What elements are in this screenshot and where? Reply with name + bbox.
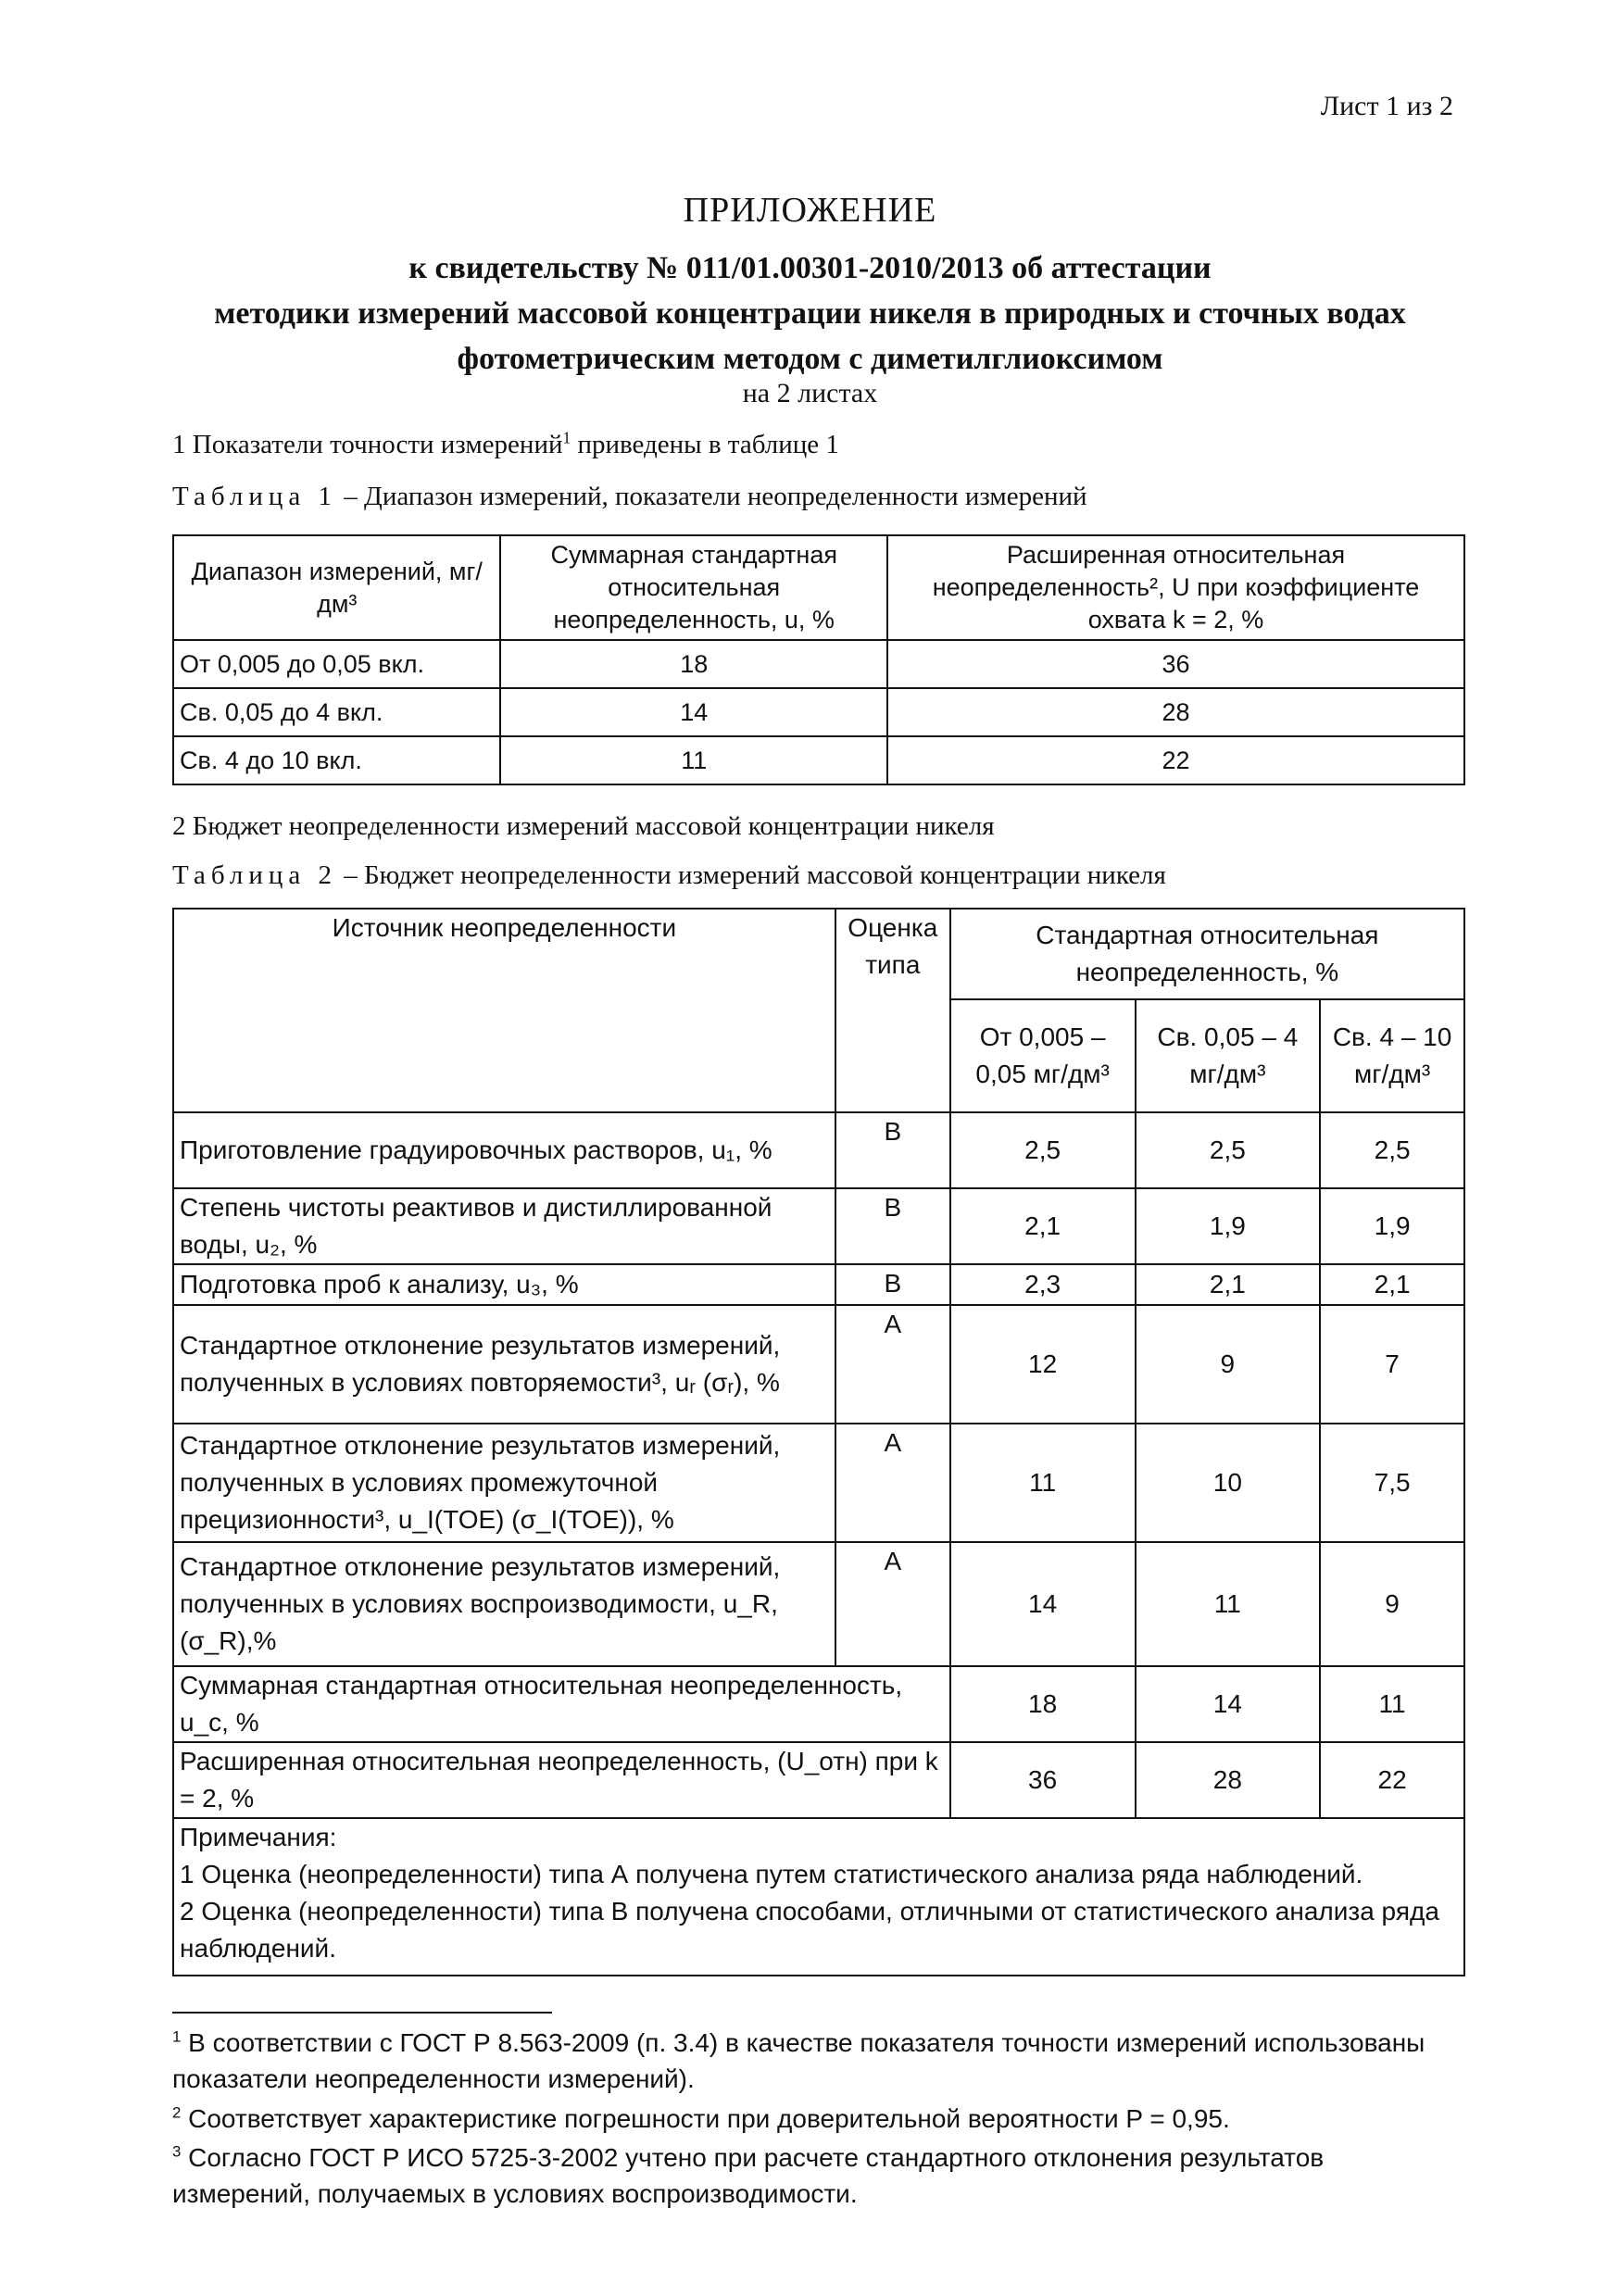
table-row <box>173 1424 1464 1542</box>
subheader-cell: Св. 0,05 – 4 мг/дм³ <box>1136 999 1321 1112</box>
source-cell: Стандартное отклонение результатов измерений, полученных в условиях промежуточной прецизионности³, u_I(TOE) (σ_I(TOE)), % <box>173 1424 835 1542</box>
subheader-cell: От 0,005 – 0,05 мг/дм³ <box>950 999 1136 1112</box>
source-cell: Приготовление градуировочных растворов, u₁, % <box>173 1112 835 1188</box>
summary-label-cell: Суммарная стандартная относительная неопределенность, u_c, % <box>173 1666 950 1742</box>
value-cell: 14 <box>950 1542 1136 1666</box>
value-cell: 36 <box>950 1742 1136 1818</box>
note-item: 1 Оценка (неопределенности) типа А получена путем статистического анализа ряда наблюдений. <box>180 1860 1363 1888</box>
type-cell: A <box>835 1305 950 1424</box>
footnote-mark: 2 <box>172 2103 182 2122</box>
table-cell: 28 <box>887 688 1464 736</box>
footnote-text: Согласно ГОСТ Р ИСО 5725-3-2002 учтено при расчете стандартного отклонения результатов измерений, получаемых в условиях воспроизводимости. <box>172 2143 1325 2208</box>
table-cell: 11 <box>500 736 887 784</box>
caption-prefix: Таблица 2 <box>172 860 338 890</box>
caption-text: – Бюджет неопределенности измерений массовой концентрации никеля <box>337 860 1166 890</box>
type-cell: A <box>835 1542 950 1666</box>
table-row <box>173 1112 1464 1188</box>
value-cell: 2,1 <box>950 1188 1136 1264</box>
table-header-row <box>173 909 1464 999</box>
note-item: 2 Оценка (неопределенности) типа В получена способами, отличными от статистического анализа ряда наблюдений. <box>180 1897 1439 1963</box>
subheader-cell: Св. 4 – 10 мг/дм³ <box>1320 999 1464 1112</box>
footnote-text: В соответствии с ГОСТ Р 8.563-2009 (п. 3.4) в качестве показателя точности измерений использованы показатели неопределенности измерений). <box>172 2028 1425 2093</box>
page-title: ПРИЛОЖЕНИЕ <box>683 191 937 230</box>
footnote <box>172 2139 1465 2212</box>
table-cell: От 0,005 до 0,05 вкл. <box>173 640 500 688</box>
table-cell: Св. 4 до 10 вкл. <box>173 736 500 784</box>
footnote-text: Соответствует характеристике погрешности при доверительной вероятности P = 0,95. <box>188 2104 1230 2133</box>
footnote-mark: 3 <box>172 2142 182 2161</box>
value-cell: 22 <box>1320 1742 1464 1818</box>
table-row <box>173 640 1464 688</box>
section-2-heading: 2 Бюджет неопределенности измерений массовой концентрации никеля <box>172 811 995 841</box>
sheets-note: на 2 листах <box>742 378 878 408</box>
notes-cell <box>173 1818 1464 1976</box>
value-cell: 11 <box>1320 1666 1464 1742</box>
table-cell: 36 <box>887 640 1464 688</box>
value-cell: 2,5 <box>1136 1112 1321 1188</box>
header-cell: Суммарная стандартная относительная неопределенность, u, % <box>500 535 887 640</box>
table-row <box>173 1264 1464 1305</box>
value-cell: 12 <box>950 1305 1136 1424</box>
value-cell: 18 <box>950 1666 1136 1742</box>
value-cell: 9 <box>1320 1542 1464 1666</box>
value-cell: 10 <box>1136 1424 1321 1542</box>
header-cell: Диапазон измерений, мг/дм³ <box>173 535 500 640</box>
subtitle-line: методики измерений массовой концентрации никеля в природных и сточных водах <box>214 296 1406 331</box>
type-cell: B <box>835 1188 950 1264</box>
table-2 <box>172 908 1465 1976</box>
summary-row <box>173 1666 1464 1742</box>
summary-row <box>173 1742 1464 1818</box>
header-cell: Источник неопределенности <box>173 909 835 1112</box>
caption-prefix: Таблица 1 <box>172 482 338 511</box>
sheet-label: Лист 1 из 2 <box>1320 91 1453 121</box>
header-group-cell: Стандартная относительная неопределенность, % <box>950 909 1464 999</box>
value-cell: 2,1 <box>1320 1264 1464 1305</box>
table-row <box>173 736 1464 784</box>
table-header-row <box>173 535 1464 640</box>
table-row <box>173 1305 1464 1424</box>
value-cell: 11 <box>950 1424 1136 1542</box>
header-cell: Расширенная относительная неопределенность², U при коэффициенте охвата k = 2, % <box>887 535 1464 640</box>
table-row <box>173 1542 1464 1666</box>
section-1-text: 1 Показатели точности измерений <box>172 430 563 459</box>
footnote-ref: 1 <box>562 428 571 447</box>
value-cell: 2,1 <box>1136 1264 1321 1305</box>
section-1-heading <box>172 430 839 460</box>
table-cell: 14 <box>500 688 887 736</box>
value-cell: 2,5 <box>1320 1112 1464 1188</box>
table-2-caption <box>172 860 1166 891</box>
type-cell: B <box>835 1112 950 1188</box>
source-cell: Степень чистоты реактивов и дистиллированной воды, u₂, % <box>173 1188 835 1264</box>
section-1-tail: приведены в таблице 1 <box>571 430 839 459</box>
source-cell: Подготовка проб к анализу, u₃, % <box>173 1264 835 1305</box>
notes-row <box>173 1818 1464 1976</box>
footnote <box>172 2025 1465 2097</box>
table-row <box>173 688 1464 736</box>
footnote <box>172 2101 1465 2137</box>
table-cell: 22 <box>887 736 1464 784</box>
value-cell: 2,5 <box>950 1112 1136 1188</box>
notes-heading: Примечания: <box>180 1823 337 1851</box>
value-cell: 28 <box>1136 1742 1321 1818</box>
source-cell: Стандартное отклонение результатов измерений, полученных в условиях воспроизводимости, u_R, (σ_R),% <box>173 1542 835 1666</box>
footnote-divider <box>172 2012 552 2014</box>
footnote-mark: 1 <box>172 2027 182 2046</box>
header-cell: Оценка типа <box>835 909 950 1112</box>
document-subtitle <box>0 245 1620 382</box>
table-cell: 18 <box>500 640 887 688</box>
value-cell: 9 <box>1136 1305 1321 1424</box>
table-1-caption <box>172 482 1087 512</box>
value-cell: 1,9 <box>1320 1188 1464 1264</box>
table-row <box>173 1188 1464 1264</box>
value-cell: 14 <box>1136 1666 1321 1742</box>
type-cell: A <box>835 1424 950 1542</box>
value-cell: 2,3 <box>950 1264 1136 1305</box>
subtitle-line: к свидетельству № 011/01.00301-2010/2013 об аттестации <box>408 251 1212 285</box>
subtitle-line: фотометрическим методом с диметилглиоксимом <box>457 342 1163 376</box>
caption-text: – Диапазон измерений, показатели неопределенности измерений <box>337 482 1087 511</box>
type-cell: B <box>835 1264 950 1305</box>
value-cell: 1,9 <box>1136 1188 1321 1264</box>
table-1 <box>172 534 1465 785</box>
value-cell: 7,5 <box>1320 1424 1464 1542</box>
source-cell: Стандартное отклонение результатов измерений, полученных в условиях повторяемости³, uᵣ (σᵣ), % <box>173 1305 835 1424</box>
value-cell: 7 <box>1320 1305 1464 1424</box>
summary-label-cell: Расширенная относительная неопределенность, (U_отн) при k = 2, % <box>173 1742 950 1818</box>
value-cell: 11 <box>1136 1542 1321 1666</box>
table-cell: Св. 0,05 до 4 вкл. <box>173 688 500 736</box>
